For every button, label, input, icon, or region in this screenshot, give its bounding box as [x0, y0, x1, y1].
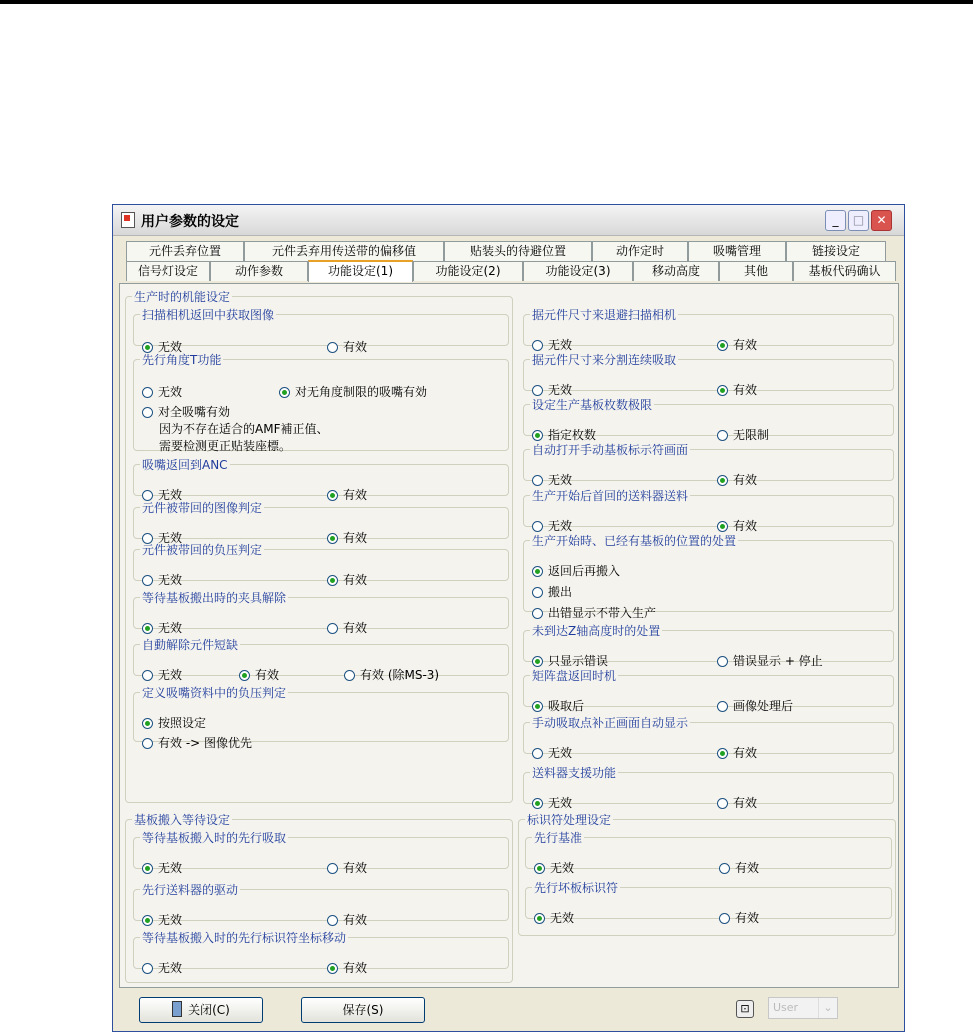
option-label: 有效: [735, 911, 760, 925]
tab-nozzle-management[interactable]: 吸嘴管理: [688, 241, 786, 261]
group-title: 先行送料器的驱动: [142, 883, 239, 897]
radio-selected-icon: [532, 701, 543, 712]
user-parameter-window: [112, 204, 905, 1032]
radio-option[interactable]: [327, 912, 367, 928]
radio-selected-icon: [142, 915, 153, 926]
group-manual-pick-display: [523, 714, 894, 760]
radio-selected-icon: [142, 718, 153, 729]
option-label: 无效: [548, 796, 573, 810]
option-label: 有效: [343, 531, 368, 545]
radio-option[interactable]: [327, 860, 367, 876]
radio-option[interactable]: [142, 572, 182, 588]
option-label: 有效: [733, 473, 758, 487]
radio-option[interactable]: [142, 404, 230, 420]
option-label: 出错显示不带入生产: [548, 606, 657, 620]
radio-selected-icon: [142, 863, 153, 874]
option-label: 无效: [158, 340, 183, 354]
option-label: 无效: [548, 338, 573, 352]
radio-icon: [327, 863, 338, 874]
group-nozzle-anc: [133, 456, 509, 502]
tab-row-1: [126, 241, 896, 261]
group-title: 元件被带回的负压判定: [142, 543, 263, 557]
option-label: 无效: [548, 746, 573, 760]
option-label: 画像处理后: [733, 699, 794, 713]
radio-icon: [532, 608, 543, 619]
group-title: 手动吸取点补正画面自动显示: [532, 716, 689, 730]
group-title: 扫描相机返回中获取图像: [142, 308, 275, 322]
chevron-down-icon: ⌄: [818, 998, 837, 1018]
option-label: 有效: [255, 668, 280, 682]
option-label: 无效: [158, 621, 183, 635]
radio-icon: [719, 913, 730, 924]
radio-option[interactable]: [719, 910, 759, 926]
exit-door-icon: [172, 1001, 182, 1017]
group-title: 自動解除元件短缺: [142, 638, 239, 652]
group-vacuum-check: [133, 541, 509, 587]
group-z-height: [523, 622, 894, 668]
option-label: 有效: [733, 796, 758, 810]
group-title: 送料器支援功能: [532, 766, 617, 780]
radio-selected-icon: [279, 387, 290, 398]
tab-board-code[interactable]: 基板代码确认: [793, 261, 896, 281]
group-split-pickup: [523, 351, 894, 397]
section-title: 生产时的机能设定: [134, 290, 231, 304]
group-bad-board-marker: [525, 879, 892, 925]
radio-icon: [532, 521, 543, 532]
close-button-label: 关闭(C): [188, 1003, 230, 1017]
group-wait-pickup: [133, 829, 509, 875]
radio-selected-icon: [534, 913, 545, 924]
radio-icon: [142, 387, 153, 398]
radio-option[interactable]: [327, 620, 367, 636]
tab-panel: [119, 283, 899, 988]
radio-option[interactable]: [534, 860, 574, 876]
radio-option[interactable]: [717, 795, 757, 811]
radio-option[interactable]: [344, 667, 439, 683]
user-level-value: User: [773, 1001, 799, 1014]
tab-other[interactable]: 其他: [719, 261, 793, 281]
radio-option[interactable]: [279, 384, 427, 400]
option-label: 有效: [343, 488, 368, 502]
tab-head-retreat[interactable]: 贴装头的待避位置: [444, 241, 592, 261]
radio-option[interactable]: [534, 910, 574, 926]
radio-selected-icon: [717, 748, 728, 759]
radio-icon: [719, 863, 730, 874]
radio-option[interactable]: [239, 667, 279, 683]
radio-icon: [532, 475, 543, 486]
option-label: 无限制: [733, 428, 770, 442]
radio-selected-icon: [142, 623, 153, 634]
radio-option[interactable]: [717, 698, 793, 714]
tab-row-2: [126, 261, 896, 281]
group-lead-reference: [525, 829, 892, 875]
option-label: 有效: [343, 861, 368, 875]
group-feeder-support: [523, 764, 894, 810]
app-icon: [121, 212, 135, 228]
option-label: 有效: [343, 340, 368, 354]
radio-option[interactable]: [142, 860, 182, 876]
group-title: 等待基板搬入时的先行吸取: [142, 831, 287, 845]
tab-function-2[interactable]: 功能设定(2): [413, 261, 523, 281]
group-auto-open-marker: [523, 441, 894, 487]
radio-icon: [717, 656, 728, 667]
radio-icon: [327, 915, 338, 926]
radio-icon: [142, 738, 153, 749]
section-title: 标识符处理设定: [527, 813, 612, 827]
radio-icon: [142, 407, 153, 418]
title-bar: [113, 205, 904, 236]
close-window-button[interactable]: ✕: [871, 210, 892, 231]
radio-icon: [142, 575, 153, 586]
group-retreat-scan: [523, 306, 894, 352]
group-title: 元件被带回的图像判定: [142, 501, 263, 515]
tab-function-1[interactable]: 功能设定(1): [308, 260, 413, 282]
option-label: 有效: [733, 519, 758, 533]
group-first-feed: [523, 487, 894, 533]
option-label: 无效: [158, 488, 183, 502]
group-feeder-drive: [133, 881, 509, 927]
radio-option[interactable]: [532, 584, 572, 600]
tab-motion-params[interactable]: 动作参数: [210, 261, 308, 281]
group-scan-camera: [133, 306, 509, 354]
radio-icon: [532, 340, 543, 351]
radio-icon: [532, 748, 543, 759]
group-title: 自动打开手动基板标示符画面: [532, 443, 689, 457]
option-label: 无效: [158, 531, 183, 545]
option-label: 无效: [158, 573, 183, 587]
tab-conveyor-offset[interactable]: 元件丢弃用传送带的偏移值: [244, 241, 444, 261]
radio-selected-icon: [534, 863, 545, 874]
radio-option[interactable]: [142, 912, 182, 928]
radio-selected-icon: [239, 670, 250, 681]
radio-icon: [717, 798, 728, 809]
radio-option[interactable]: [532, 605, 656, 621]
group-nozzle-vacuum: [133, 684, 509, 750]
radio-option[interactable]: [327, 960, 367, 976]
group-title: 等待基板搬出時的夹具解除: [142, 591, 287, 605]
radio-icon: [532, 385, 543, 396]
radio-option[interactable]: [719, 860, 759, 876]
radio-option[interactable]: [532, 472, 572, 488]
tab-timing[interactable]: 动作定时: [592, 241, 688, 261]
tab-strip: [126, 241, 896, 281]
group-board-limit: [523, 396, 894, 442]
option-label: 无效: [548, 473, 573, 487]
option-label: 无效: [158, 385, 183, 399]
option-label: 有效: [733, 383, 758, 397]
lock-icon[interactable]: ⊡: [736, 1000, 754, 1018]
tab-signal-light[interactable]: 信号灯设定: [126, 261, 210, 281]
radio-option[interactable]: [717, 745, 757, 761]
option-label: 有效 -> 图像优先: [158, 736, 253, 750]
group-title: 设定生产基板枚数极限: [532, 398, 653, 412]
radio-icon: [327, 623, 338, 634]
radio-selected-icon: [717, 521, 728, 532]
radio-icon: [717, 701, 728, 712]
radio-selected-icon: [327, 963, 338, 974]
save-button[interactable]: [301, 997, 425, 1023]
group-title: 矩阵盘返回时机: [532, 669, 617, 683]
option-label: 搬出: [548, 585, 573, 599]
option-label: 有效: [733, 338, 758, 352]
radio-option[interactable]: [142, 960, 182, 976]
option-label: 有效: [343, 961, 368, 975]
group-clamp-release: [133, 589, 509, 635]
radio-selected-icon: [532, 798, 543, 809]
option-label: 按照设定: [158, 716, 207, 730]
maximize-button[interactable]: □: [848, 210, 869, 231]
user-level-select[interactable]: [768, 997, 838, 1019]
radio-option[interactable]: [532, 563, 620, 579]
radio-selected-icon: [532, 566, 543, 577]
group-title: 生产开始時、已经有基板的位置的处置: [532, 534, 737, 548]
radio-option[interactable]: [142, 384, 182, 400]
group-tray-return: [523, 667, 894, 713]
minimize-button[interactable]: _: [825, 210, 846, 231]
radio-option[interactable]: [142, 715, 206, 731]
close-button[interactable]: [139, 997, 263, 1023]
group-title: 生产开始后首回的送料器送料: [532, 489, 689, 503]
radio-icon: [532, 587, 543, 598]
option-label: 无效: [158, 913, 183, 927]
option-label: 有效: [733, 746, 758, 760]
radio-selected-icon: [532, 430, 543, 441]
option-label: 无效: [550, 911, 575, 925]
option-label: 无效: [548, 383, 573, 397]
option-label: 有效 (除MS-3): [360, 668, 440, 682]
tab-move-height[interactable]: 移动高度: [633, 261, 719, 281]
radio-option[interactable]: [717, 472, 757, 488]
radio-option[interactable]: [532, 698, 584, 714]
save-button-label: 保存(S): [342, 1003, 384, 1017]
window-title: 用户参数的设定: [141, 214, 239, 230]
radio-option[interactable]: [532, 795, 572, 811]
group-title: 未到达Z轴高度时的处置: [532, 624, 661, 638]
group-title: 定义吸嘴资料中的负压判定: [142, 686, 287, 700]
group-existing-board: [523, 532, 894, 620]
group-angle-t: [133, 351, 509, 451]
group-title: 先行坏板标识符: [534, 881, 619, 895]
radio-icon: [142, 670, 153, 681]
option-label: 对全吸嘴有効: [158, 405, 231, 419]
group-title: 先行角度T功能: [142, 353, 222, 367]
top-rule: [0, 0, 973, 4]
tab-link-settings[interactable]: 链接设定: [786, 241, 886, 261]
radio-option[interactable]: [532, 745, 572, 761]
option-label: 无效: [158, 861, 183, 875]
note-line-2: 需要检测更正贴装座標。: [159, 439, 292, 453]
group-shortage-release: [133, 636, 509, 682]
option-label: 返回后再搬入: [548, 564, 621, 578]
tab-discard-position[interactable]: 元件丢弃位置: [126, 241, 244, 261]
option-label: 有效: [343, 573, 368, 587]
radio-selected-icon: [717, 385, 728, 396]
tab-function-3[interactable]: 功能设定(3): [523, 261, 633, 281]
option-label: 对无角度制限的吸嘴有効: [295, 385, 428, 399]
option-label: 无效: [548, 519, 573, 533]
group-title: 先行基准: [534, 831, 583, 845]
radio-option[interactable]: [142, 620, 182, 636]
radio-selected-icon: [532, 656, 543, 667]
group-title: 据元件尺寸来分割连续吸取: [532, 353, 677, 367]
option-label: 无效: [550, 861, 575, 875]
option-label: 有效: [343, 913, 368, 927]
note-line-1: 因为不存在适合的AMF補正值、: [159, 422, 329, 436]
option-label: 吸取后: [548, 699, 585, 713]
option-label: 错误显示 + 停止: [733, 654, 823, 668]
option-label: 无效: [158, 668, 183, 682]
group-title: 吸嘴返回到ANC: [142, 458, 228, 472]
radio-icon: [344, 670, 355, 681]
radio-selected-icon: [327, 575, 338, 586]
option-label: 无效: [158, 961, 183, 975]
option-label: 指定枚数: [548, 428, 597, 442]
group-marker-move: [133, 929, 509, 975]
radio-icon: [717, 430, 728, 441]
group-title: 等待基板搬入时的先行标识符坐标移动: [142, 931, 347, 945]
option-label: 只显示错误: [548, 654, 609, 668]
group-image-check: [133, 499, 509, 545]
radio-option[interactable]: [142, 667, 182, 683]
radio-selected-icon: [717, 340, 728, 351]
group-title: 据元件尺寸来退避扫描相机: [532, 308, 677, 322]
option-label: 有效: [343, 621, 368, 635]
radio-option[interactable]: [142, 735, 252, 751]
radio-icon: [142, 963, 153, 974]
section-title: 基板搬入等待设定: [134, 813, 231, 827]
radio-option[interactable]: [327, 572, 367, 588]
radio-selected-icon: [717, 475, 728, 486]
option-label: 有效: [735, 861, 760, 875]
